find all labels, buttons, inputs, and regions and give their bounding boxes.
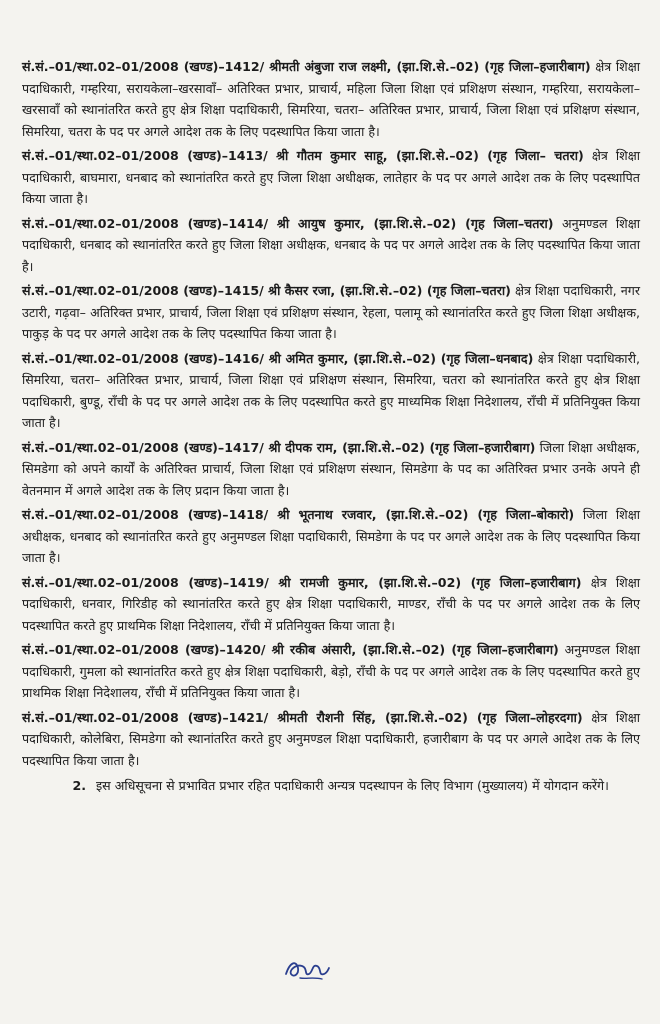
paragraph-number: 2.: [72, 778, 86, 793]
entry-heading: सं.सं.–01/स्था.02–01/2008 (खण्ड)–1416/ श्री अमित कुमार, (झा.शि.से.–02) (गृह जिला–धनबाद): [22, 350, 534, 366]
entry-text: अनुमण्डल शिक्षा पदाधिकारी, गुमला को स्थानांतरित करते हुए क्षेत्र शिक्षा पदाधिकारी, बेड़ो, राँची के पद पर अगले आदेश तक के लिए पदस्थापित करते हुए प्राथमिक शिक्षा निदेशालय, राँची में प्रतिनियुक्त किया जाता है।: [22, 642, 640, 700]
entry-text: क्षेत्र शिक्षा पदाधिकारी, सिमरिया, चतरा– अतिरिक्त प्रभार, प्राचार्य, जिला शिक्षा एवं प्रशिक्षण संस्थान, सिमरिया, चतरा को स्थानांतरित करते हुए क्षेत्र शिक्षा पदाधिकारी, बुण्डू, राँची के पद पर अगले आदेश तक के लिए पदस्थापित करते हुए माध्यमिक शिक्षा निदेशालय, राँची में प्रतिनियुक्त किया जाता है।: [22, 350, 640, 430]
entry-heading: सं.सं.–01/स्था.02–01/2008 (खण्ड)–1420/ श्री रकीब अंसारी, (झा.शि.से.–02) (गृह जिला–हजारीबाग): [22, 642, 559, 657]
entry-text: क्षेत्र शिक्षा पदाधिकारी, गम्हरिया, सरायकेला–खरसावाँ– अतिरिक्त प्रभार, प्राचार्य, महिला जिला शिक्षा एवं प्रशिक्षण संस्थान, गम्हरिया, सरायकेला–खरसावाँ को स्थानांतरित करते हुए क्षेत्र शिक्षा पदाधिकारी, सिमरिया, चतरा– अतिरिक्त प्रभार, प्राचार्य, जिला शिक्षा एवं प्रशिक्षण संस्थान, सिमरिया, चतरा के पद पर अगले आदेश तक के लिए पदस्थापित किया जाता है।: [22, 59, 640, 139]
order-entry-1413: [22, 145, 640, 210]
entry-text: क्षेत्र शिक्षा पदाधिकारी, कोलेबिरा, सिमडेगा को स्थानांतरित करते हुए अनुमण्डल शिक्षा पदाधिकारी, हजारीबाग के पद पर अगले आदेश तक के लिए पदस्थापित किया जाता है।: [22, 709, 641, 768]
entry-text: अनुमण्डल शिक्षा पदाधिकारी, धनबाद को स्थानांतरित करते हुए जिला शिक्षा अधीक्षक, धनबाद के पद पर अगले आदेश तक के लिए पदस्थापित किया जाता है।: [22, 215, 640, 274]
entry-heading: सं.सं.–01/स्था.02–01/2008 (खण्ड)–1419/ श्री रामजी कुमार, (झा.शि.से.–02) (गृह जिला–हजारीबाग): [22, 574, 582, 590]
signature-icon: [282, 952, 332, 986]
paragraph-2: [22, 775, 640, 797]
entry-text: क्षेत्र शिक्षा पदाधिकारी, धनवार, गिरिडीह को स्थानांतरित करते हुए क्षेत्र शिक्षा पदाधिकारी, माण्डर, राँची के पद पर अगले आदेश तक के लिए पदस्थापित करते हुए प्राथमिक शिक्षा निदेशालय, राँची में प्रतिनियुक्त किया जाता है।: [22, 574, 641, 633]
entry-heading: सं.सं.–01/स्था.02–01/2008 (खण्ड)–1412/ श्रीमती अंबुजा राज लक्ष्मी, (झा.शि.से.–02) (गृह जिला–हजारीबाग): [22, 59, 591, 74]
order-entry-1414: [22, 213, 640, 278]
order-entry-1418: [22, 504, 640, 569]
order-entry-1419: [22, 572, 640, 637]
entry-text: जिला शिक्षा अधीक्षक, सिमडेगा को अपने कार्यों के अतिरिक्त प्राचार्य, जिला शिक्षा एवं प्रशिक्षण संस्थान, सिमडेगा के पद का अतिरिक्त प्रभार उनके अपने ही वेतनमान में अगले आदेश तक के लिए प्रदान किया जाता है।: [22, 439, 640, 498]
paragraph-text: इस अधिसूचना से प्रभावित प्रभार रहित पदाधिकारी अन्यत्र पदस्थापन के लिए विभाग (मुख्यालय) में योगदान करेंगे।: [96, 778, 609, 793]
order-entry-1412: [22, 56, 640, 142]
entry-text: जिला शिक्षा अधीक्षक, धनबाद को स्थानांतरित करते हुए अनुमण्डल शिक्षा पदाधिकारी, सिमडेगा के पद पर अगले आदेश तक के लिए पदस्थापित किया जाता है।: [22, 507, 641, 565]
order-entry-1417: [22, 437, 640, 502]
entry-text: क्षेत्र शिक्षा पदाधिकारी, नगर उटारी, गढ़वा– अतिरिक्त प्रभार, प्राचार्य, जिला शिक्षा एवं प्रशिक्षण संस्थान, रेहला, पलामू को स्थानांतरित करते हुए जिला शिक्षा अधीक्षक, पाकुड़ के पद पर अगले आदेश तक के लिए पदस्थापित किया जाता है।: [22, 283, 640, 341]
order-entry-1420: [22, 639, 640, 704]
entry-heading: सं.सं.–01/स्था.02–01/2008 (खण्ड)–1421/ श्रीमती रौशनी सिंह, (झा.शि.से.–02) (गृह जिला–लोहरदगा): [22, 709, 583, 725]
entry-text: क्षेत्र शिक्षा पदाधिकारी, बाघमारा, धनबाद को स्थानांतरित करते हुए जिला शिक्षा अधीक्षक, लातेहार के पद पर अगले आदेश तक के लिए पदस्थापित किया जाता है।: [22, 148, 640, 206]
entry-heading: सं.सं.–01/स्था.02–01/2008 (खण्ड)–1417/ श्री दीपक राम, (झा.शि.से.–02) (गृह जिला–हजारीबाग): [22, 439, 536, 455]
order-entry-1415: [22, 280, 640, 345]
entry-heading: सं.सं.–01/स्था.02–01/2008 (खण्ड)–1413/ श्री गौतम कुमार साहू, (झा.शि.से.–02) (गृह जिला– चतरा): [22, 148, 584, 163]
entry-heading: सं.सं.–01/स्था.02–01/2008 (खण्ड)–1415/ श्री कैसर रजा, (झा.शि.से.–02) (गृह जिला–चतरा): [22, 283, 511, 298]
document-body: [22, 56, 640, 809]
order-entry-1416: [22, 348, 640, 434]
entry-heading: सं.सं.–01/स्था.02–01/2008 (खण्ड)–1414/ श्री आयुष कुमार, (झा.शि.से.–02) (गृह जिला–चतरा): [22, 215, 554, 231]
entry-heading: सं.सं.–01/स्था.02–01/2008 (खण्ड)–1418/ श्री भूतनाथ रजवार, (झा.शि.से.–02) (गृह जिला–बोकारो): [22, 507, 575, 522]
order-entry-1421: [22, 707, 640, 772]
